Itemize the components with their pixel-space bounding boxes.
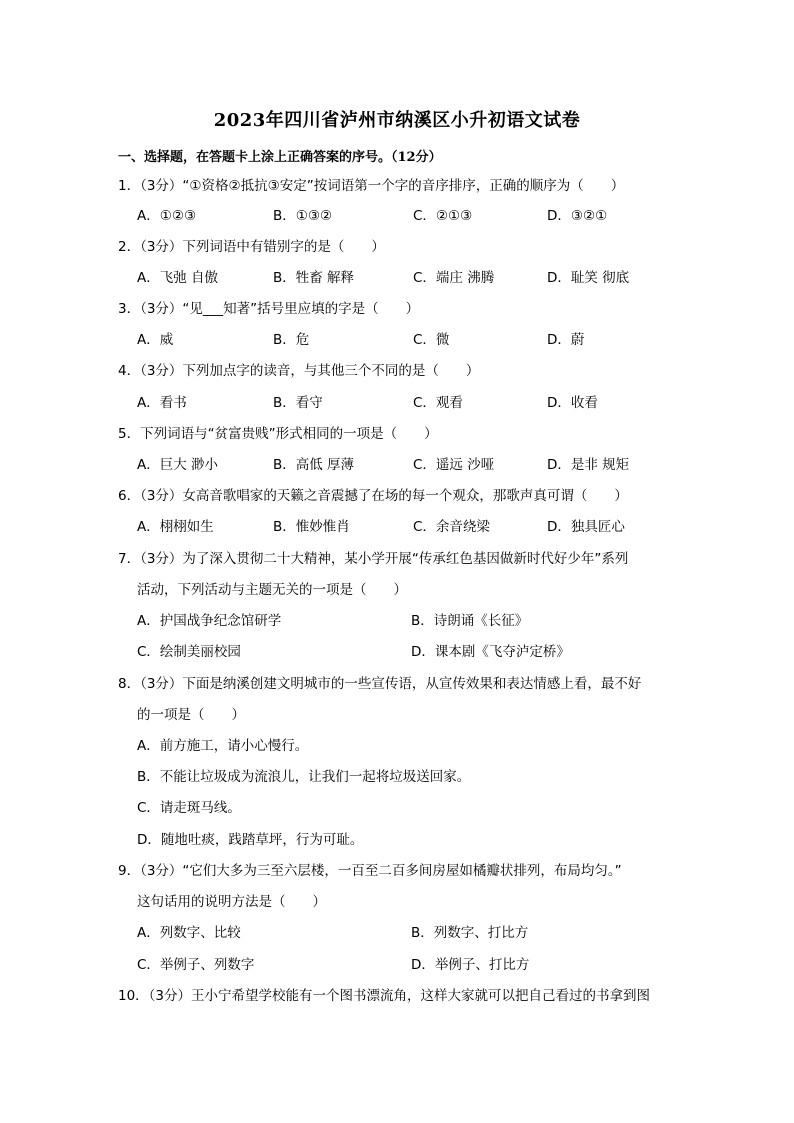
question-5-stem: 5．下列词语与“贫富贵贱”形式相同的一项是（ ） (118, 426, 438, 442)
question-7-stem-line2: 活动，下列活动与主题无关的一项是（ ） (137, 582, 407, 598)
option-a[interactable]: A．飞弛 自傲 (137, 270, 219, 286)
option-b[interactable]: B．危 (273, 332, 310, 348)
option-d[interactable]: D．蔚 (547, 332, 585, 348)
question-8-stem-line1: 8．（3分）下面是纳溪创建文明城市的一些宣传语，从宣传效果和表达情感上看，最不好 (118, 676, 642, 692)
question-7-stem-line1: 7．（3分）为了深入贯彻二十大精神，某小学开展“传承红色基因做新时代好少年”系列 (118, 551, 629, 567)
option-b[interactable]: B．牲畜 解释 (273, 270, 355, 286)
question-9-stem-line2: 这句话用的说明方法是（ ） (137, 894, 326, 910)
option-a[interactable]: A．栩栩如生 (137, 519, 214, 535)
question-7-options-row1 (137, 606, 677, 637)
option-c[interactable]: C．微 (413, 332, 450, 348)
option-a[interactable]: A．列数字、比较 (137, 925, 241, 941)
question-7-options-row2 (137, 637, 677, 668)
option-c[interactable]: C．绘制美丽校园 (137, 644, 241, 660)
question-3-stem: 3．（3分）“见___知著”括号里应填的字是（ ） (118, 301, 420, 317)
option-b[interactable]: B．不能让垃圾成为流浪儿，让我们一起将垃圾送回家。 (137, 769, 471, 785)
exam-title: 2023年四川省泸州市纳溪区小升初语文试卷 (213, 110, 581, 131)
option-d[interactable]: D．是非 规矩 (547, 457, 630, 473)
option-a[interactable]: A．看书 (137, 395, 187, 411)
option-a[interactable]: A．前方施工，请小心慢行。 (137, 738, 309, 754)
section-heading: 一、选择题，在答题卡上涂上正确答案的序号。（12分） (118, 150, 442, 165)
option-c[interactable]: C．观看 (413, 395, 463, 411)
option-c[interactable]: C．②①③ (413, 208, 473, 224)
option-d[interactable]: D．课本剧《飞夺泸定桥》 (411, 644, 570, 660)
option-a[interactable]: A．巨大 渺小 (137, 457, 219, 473)
option-d[interactable]: D．独具匠心 (547, 519, 625, 535)
option-c[interactable]: C．遥远 沙哑 (413, 457, 495, 473)
option-d[interactable]: D．③②① (547, 208, 608, 224)
question-1-stem: 1．（3分）“①资格②抵抗③安定”按词语第一个字的音序排序，正确的顺序为（ ） (118, 178, 625, 194)
question-9-options-row1 (137, 918, 677, 949)
option-d[interactable]: D．随地吐痰，践踏草坪，行为可耻。 (137, 832, 364, 848)
option-b[interactable]: B．①③② (273, 208, 333, 224)
question-1-options (137, 201, 677, 232)
question-4-options (137, 388, 677, 419)
option-d[interactable]: D．举例子、打比方 (411, 957, 530, 973)
question-8-stem-line2: 的一项是（ ） (137, 707, 245, 723)
option-b[interactable]: B．看守 (273, 395, 323, 411)
option-c[interactable]: C．端庄 沸腾 (413, 270, 495, 286)
question-6-stem: 6．（3分）女高音歌唱家的天籁之音震撼了在场的每一个观众，那歌声真可谓（ ） (118, 488, 628, 504)
option-b[interactable]: B．诗朗诵《长征》 (411, 613, 529, 629)
question-2-options (137, 263, 677, 294)
question-6-options (137, 512, 677, 543)
option-d[interactable]: D．耻笑 彻底 (547, 270, 630, 286)
question-4-stem: 4．（3分）下列加点字的读音，与其他三个不同的是（ ） (118, 363, 480, 379)
question-10-stem-line1: 10．（3分）王小宁希望学校能有一个图书漂流角，这样大家就可以把自己看过的书拿到图 (118, 988, 651, 1004)
option-c[interactable]: C．请走斑马线。 (137, 800, 241, 816)
option-a[interactable]: A．①②③ (137, 208, 197, 224)
option-c[interactable]: C．余音绕梁 (413, 519, 490, 535)
option-b[interactable]: B．高低 厚薄 (273, 457, 355, 473)
question-9-stem-line1: 9．（3分）“它们大多为三至六层楼，一百至二百多间房屋如橘瓣状排列，布局均匀。” (118, 863, 622, 879)
option-b[interactable]: B．列数字、打比方 (411, 925, 529, 941)
option-b[interactable]: B．惟妙惟肖 (273, 519, 350, 535)
question-9-options-row2 (137, 950, 677, 981)
question-2-stem: 2．（3分）下列词语中有错别字的是（ ） (118, 239, 385, 255)
option-a[interactable]: A．护国战争纪念馆研学 (137, 613, 282, 629)
question-5-options (137, 450, 677, 481)
option-c[interactable]: C．举例子、列数字 (137, 957, 255, 973)
option-a[interactable]: A．威 (137, 332, 174, 348)
question-3-options (137, 325, 677, 356)
option-d[interactable]: D．收看 (547, 395, 598, 411)
